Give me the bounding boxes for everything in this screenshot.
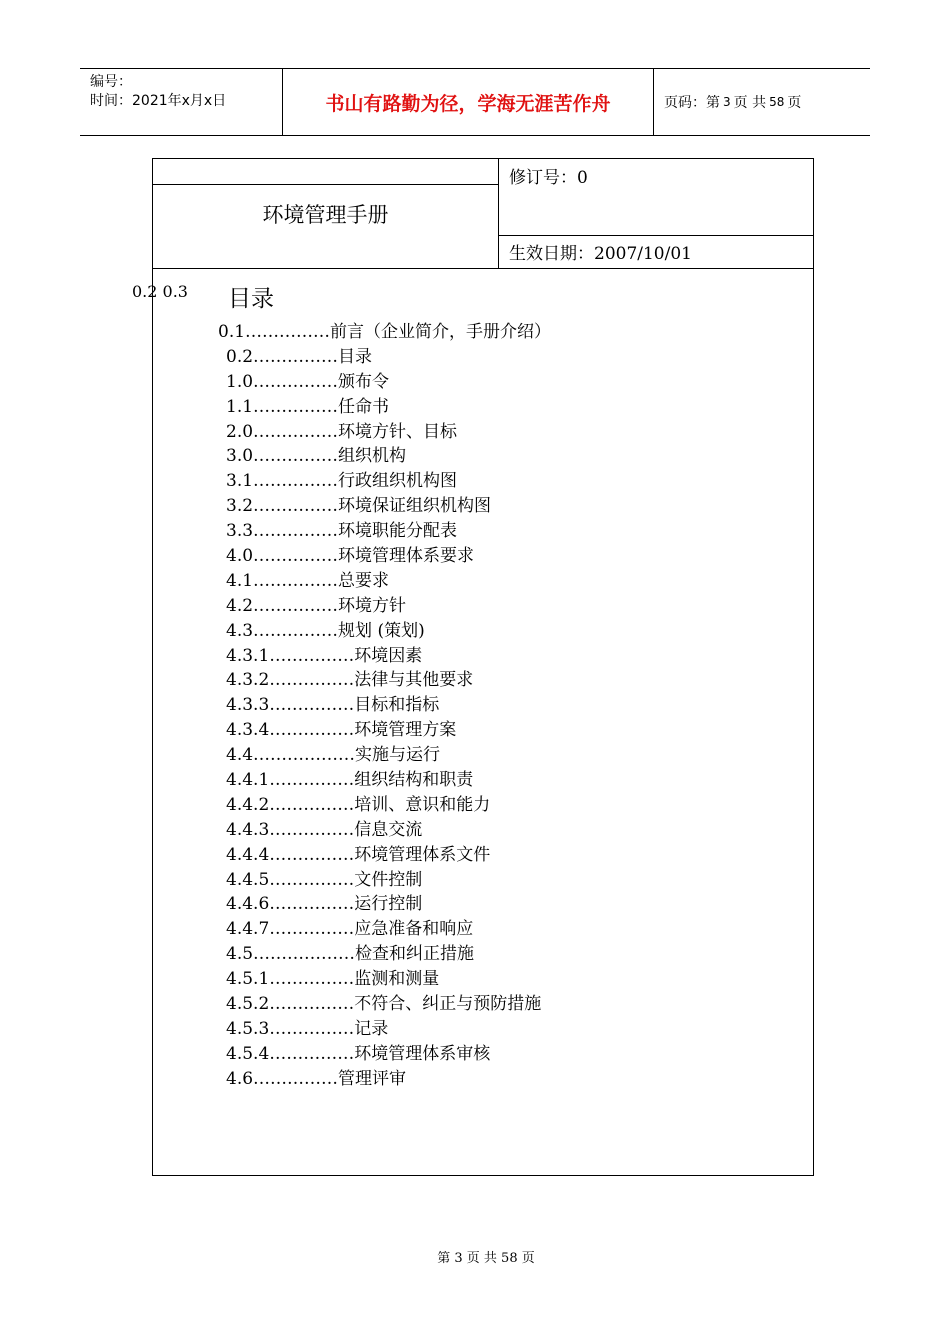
toc-item: 4.4.4……………环境管理体系文件 (226, 844, 491, 865)
page-total: 58 (769, 95, 785, 109)
toc-item: 4.3……………规划 (策划) (226, 620, 425, 641)
toc-item: 4.0……………环境管理体系要求 (226, 546, 475, 567)
revision-number: 修订号：0 (509, 168, 588, 188)
title-cell (153, 159, 499, 269)
toc-item: 4.4.6……………运行控制 (226, 894, 423, 915)
toc-item: 4.1……………总要求 (226, 570, 390, 591)
header-motto: 书山有路勤为径，学海无涯苦作舟 (282, 69, 654, 135)
toc-item: 4.4.7……………应急准备和响应 (226, 919, 474, 940)
revision-divider (499, 235, 813, 236)
toc-item: 4.5.4……………环境管理体系审核 (226, 1043, 491, 1064)
toc-item: 0.1……………前言（企业简介，手册介绍） (218, 322, 552, 342)
toc-item: 4.5.3……………记录 (226, 1018, 389, 1039)
effective-date: 生效日期：2007/10/01 (509, 244, 692, 264)
document-title: 环境管理手册 (262, 203, 389, 227)
page-header (80, 68, 870, 136)
toc-item: 4.4.3……………信息交流 (226, 819, 423, 840)
toc-item: 4.5.1……………监测和测量 (226, 969, 440, 990)
toc-item: 4.3.4……………环境管理方案 (226, 720, 457, 741)
toc-item: 1.1……………任命书 (226, 396, 390, 417)
toc-item: 3.2……………环境保证组织机构图 (226, 496, 492, 517)
page-suffix: 页 (787, 95, 802, 111)
toc-item: 4.4.2……………培训、意识和能力 (226, 794, 491, 815)
toc-item: 4.6……………管理评审 (226, 1068, 407, 1089)
toc-item: 2.0……………环境方针、目标 (226, 421, 458, 442)
title-divider (153, 184, 498, 185)
page-prefix: 页码：第 (664, 95, 720, 111)
toc-item: 4.2……………环境方针 (226, 595, 407, 616)
toc-item: 4.4.5……………文件控制 (226, 869, 423, 890)
toc-item: 0.2……………目录 (226, 346, 373, 367)
toc-item: 4.3.3……………目标和指标 (226, 695, 440, 716)
toc-item: 3.0……………组织机构 (226, 446, 407, 467)
toc-item: 3.1……………行政组织机构图 (226, 471, 458, 492)
time-label: 时间：2021年x月x日 (90, 93, 227, 109)
toc-title: 目录 (228, 286, 274, 312)
page-mid: 页 共 (733, 95, 767, 111)
toc-item: 4.5………………检查和纠正措施 (226, 944, 475, 965)
page-current: 3 (723, 95, 731, 109)
header-page-info (654, 69, 870, 135)
toc-item: 4.3.1……………环境因素 (226, 645, 423, 666)
toc-item: 4.5.2……………不符合、纠正与预防措施 (226, 994, 542, 1015)
header-meta (80, 69, 282, 135)
toc-heading-numbers: 0.2 0.3 (132, 282, 188, 301)
number-label: 编号： (90, 74, 132, 90)
page-footer: 第 3 页 共 58 页 (437, 1251, 535, 1266)
toc-item: 4.4.1……………组织结构和职责 (226, 770, 474, 791)
toc-list (218, 320, 551, 1092)
toc-item: 3.3……………环境职能分配表 (226, 521, 458, 542)
toc-item: 4.3.2……………法律与其他要求 (226, 670, 474, 691)
toc-item: 4.4………………实施与运行 (226, 745, 441, 766)
toc-item: 1.0……………颁布令 (226, 371, 390, 392)
revision-cell (499, 159, 813, 269)
